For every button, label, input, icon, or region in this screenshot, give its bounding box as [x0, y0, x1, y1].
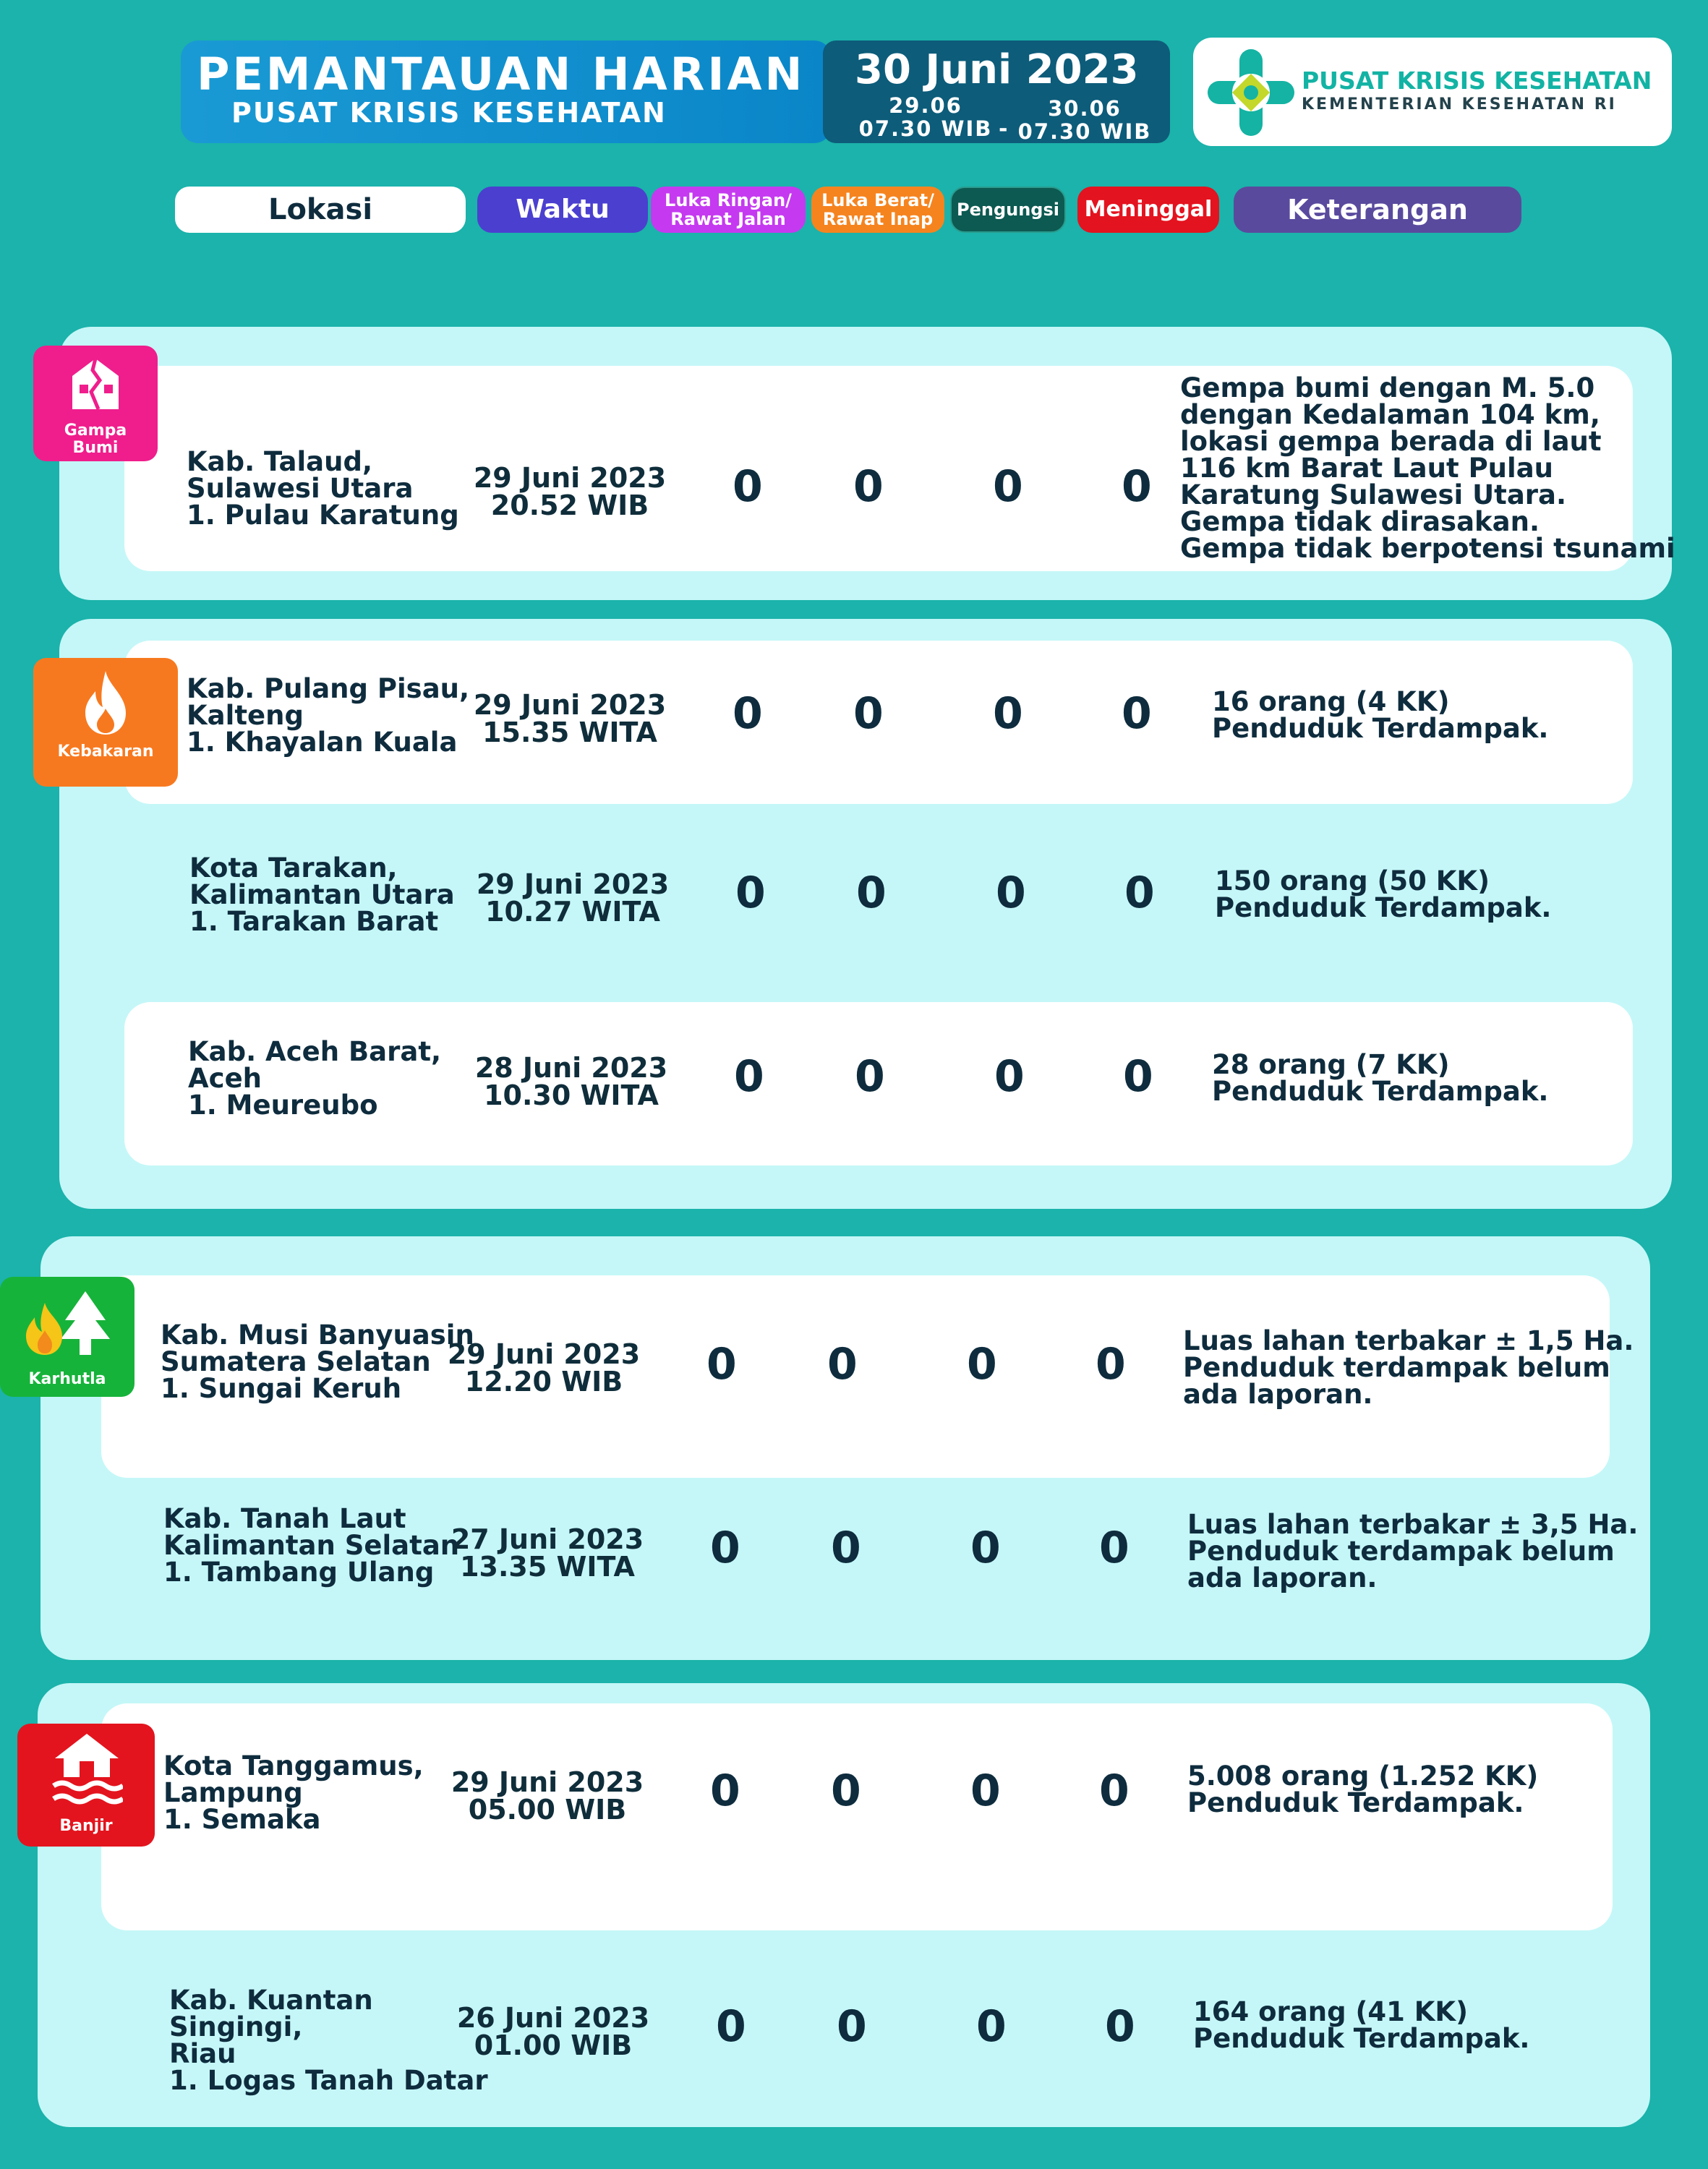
- time-clock: 15.35 WITA: [482, 716, 657, 748]
- location-line: Riau: [169, 2038, 236, 2069]
- kemenkes-logo-icon: [1205, 46, 1297, 139]
- row-1-pengungsi: 0: [993, 461, 1023, 512]
- location-line: Kota Tarakan,: [189, 852, 398, 884]
- logo-card: [1193, 38, 1672, 146]
- keterangan-line: Karatung Sulawesi Utara.: [1180, 479, 1567, 510]
- column-luka-berat: [811, 187, 944, 233]
- time-clock: 13.35 WITA: [460, 1551, 635, 1583]
- house-crack-icon: [67, 356, 124, 412]
- row-8-keterangan: [1193, 1998, 1529, 2052]
- location-line: Kota Tanggamus,: [163, 1750, 424, 1781]
- badge-kebakaran: [33, 658, 178, 787]
- keterangan-line: Penduduk Terdampak.: [1212, 1076, 1549, 1107]
- page-title: PEMANTAUAN HARIAN: [197, 48, 806, 100]
- location-line: Kab. Aceh Barat,: [188, 1036, 442, 1067]
- row-7-meninggal: 0: [1099, 1766, 1130, 1816]
- keterangan-line: Luas lahan terbakar ± 1,5 Ha.: [1183, 1325, 1634, 1356]
- location-line: 1. Sungai Keruh: [161, 1373, 402, 1404]
- keterangan-line: Gempa tidak dirasakan.: [1180, 506, 1540, 537]
- row-4-time: [470, 1054, 672, 1109]
- date-banner: [823, 40, 1170, 143]
- row-7-keterangan: [1187, 1763, 1538, 1816]
- row-5-luka-berat: 0: [827, 1339, 858, 1390]
- badge-gempa-label-1: Gampa: [64, 422, 127, 440]
- row-5-keterangan: [1183, 1327, 1634, 1408]
- time-clock: 20.52 WIB: [490, 489, 649, 521]
- time-date: 29 Juni 2023: [476, 868, 670, 900]
- location-line: Kalimantan Selatan: [163, 1530, 460, 1561]
- forest-fire-icon: [20, 1288, 114, 1358]
- column-luka-ringan-line1: Luka Ringan/: [665, 190, 792, 210]
- title-banner: [181, 40, 832, 143]
- row-5-luka-ringan: 0: [706, 1339, 737, 1390]
- column-luka-berat-line2: Rawat Inap: [822, 209, 934, 229]
- keterangan-line: 150 orang (50 KK): [1215, 865, 1490, 897]
- keterangan-line: ada laporan.: [1187, 1562, 1378, 1593]
- range-start-time: 07.30 WIB: [858, 116, 993, 141]
- keterangan-line: Penduduk Terdampak.: [1193, 2023, 1530, 2054]
- location-line: 1. Tambang Ulang: [163, 1557, 435, 1588]
- column-luka-berat-line1: Luka Berat/: [821, 190, 934, 210]
- keterangan-line: dengan Kedalaman 104 km,: [1180, 399, 1600, 430]
- keterangan-line: ada laporan.: [1183, 1379, 1373, 1410]
- row-3-pengungsi: 0: [996, 868, 1026, 918]
- keterangan-line: Penduduk Terdampak.: [1212, 713, 1549, 744]
- time-date: 28 Juni 2023: [474, 1052, 668, 1084]
- row-7-pengungsi: 0: [970, 1766, 1001, 1816]
- range-start: [853, 94, 998, 140]
- keterangan-line: Penduduk Terdampak.: [1215, 892, 1552, 923]
- keterangan-line: 5.008 orang (1.252 KK): [1187, 1761, 1539, 1792]
- keterangan-line: Penduduk terdampak belum: [1187, 1536, 1615, 1567]
- row-6-meninggal: 0: [1099, 1523, 1130, 1573]
- row-1-location: [187, 448, 459, 529]
- row-4-luka-berat: 0: [855, 1051, 885, 1102]
- badge-kebakaran-label: Kebakaran: [57, 743, 154, 761]
- row-7-time: [446, 1766, 649, 1826]
- time-clock: 10.27 WITA: [485, 896, 660, 928]
- row-3-meninggal: 0: [1124, 868, 1155, 918]
- row-1-keterangan: [1180, 372, 1675, 564]
- row-8-location: [169, 1987, 488, 2094]
- row-7-luka-berat: 0: [831, 1766, 861, 1816]
- column-luka-ringan-line2: Rawat Jalan: [670, 209, 786, 229]
- column-meninggal: Meninggal: [1077, 187, 1219, 233]
- range-end: [1012, 97, 1157, 143]
- row-8-pengungsi: 0: [976, 2001, 1007, 2052]
- row-4-pengungsi: 0: [994, 1051, 1025, 1102]
- row-2-keterangan: [1212, 688, 1548, 742]
- row-2-location: [187, 675, 469, 756]
- column-luka-ringan: [651, 187, 806, 233]
- badge-banjir-label: Banjir: [59, 1817, 113, 1835]
- row-1-luka-ringan: 0: [733, 461, 763, 512]
- location-line: Sulawesi Utara: [187, 473, 414, 504]
- location-line: Sumatera Selatan: [161, 1346, 431, 1377]
- page-subtitle: PUSAT KRISIS KESEHATAN: [231, 97, 667, 129]
- column-waktu: Waktu: [477, 187, 648, 233]
- row-6-luka-berat: 0: [831, 1523, 861, 1573]
- location-line: Singingi,: [169, 2011, 303, 2042]
- row-3-keterangan: [1215, 865, 1552, 923]
- location-line: 1. Tarakan Barat: [189, 906, 439, 937]
- range-end-time: 07.30 WIB: [1017, 119, 1152, 144]
- row-6-location: [163, 1505, 459, 1586]
- time-clock: 10.30 WITA: [484, 1079, 659, 1111]
- location-line: 1. Khayalan Kuala: [187, 727, 458, 758]
- row-1-meninggal: 0: [1122, 461, 1152, 512]
- row-7-location: [163, 1750, 424, 1835]
- keterangan-line: Gempa bumi dengan M. 5.0: [1180, 372, 1595, 403]
- location-line: Kab. Tanah Laut: [163, 1503, 406, 1534]
- badge-gempa-label-2: Bumi: [72, 439, 119, 457]
- report-date: 30 Juni 2023: [855, 46, 1139, 93]
- time-clock: 01.00 WIB: [474, 2029, 633, 2061]
- time-date: 27 Juni 2023: [451, 1523, 644, 1555]
- row-2-time: [469, 691, 671, 746]
- row-8-time: [452, 2004, 654, 2059]
- range-end-date: 30.06: [1048, 96, 1122, 121]
- flame-icon: [80, 668, 132, 737]
- location-line: Kab. Pulang Pisau,: [187, 673, 470, 704]
- flood-house-icon: [51, 1731, 123, 1806]
- row-6-luka-ringan: 0: [710, 1523, 740, 1573]
- keterangan-line: 116 km Barat Laut Pulau: [1180, 453, 1554, 484]
- badge-gempa: [33, 346, 158, 461]
- row-8-meninggal: 0: [1105, 2001, 1135, 2052]
- row-4-meninggal: 0: [1123, 1051, 1153, 1102]
- row-5-time: [443, 1338, 645, 1398]
- range-dash: -: [999, 116, 1008, 142]
- badge-banjir: [17, 1724, 155, 1847]
- row-5-meninggal: 0: [1096, 1339, 1126, 1390]
- row-4-luka-ringan: 0: [734, 1051, 764, 1102]
- time-date: 29 Juni 2023: [473, 689, 667, 721]
- badge-karhutla: [0, 1277, 134, 1397]
- row-3-luka-berat: 0: [856, 868, 887, 918]
- keterangan-line: 164 orang (41 KK): [1193, 1996, 1468, 2027]
- row-8-luka-ringan: 0: [716, 2001, 746, 2052]
- column-lokasi: Lokasi: [175, 187, 466, 233]
- location-line: Kalteng: [187, 700, 304, 731]
- keterangan-line: Penduduk Terdampak.: [1187, 1787, 1524, 1818]
- row-2-pengungsi: 0: [993, 688, 1023, 739]
- column-keterangan: Keterangan: [1234, 187, 1521, 233]
- row-2-luka-berat: 0: [853, 688, 884, 739]
- location-line: Kab. Kuantan: [169, 1985, 373, 2016]
- row-3-time: [471, 868, 674, 928]
- logo-title: PUSAT KRISIS KESEHATAN: [1302, 67, 1652, 95]
- location-line: Lampung: [163, 1777, 303, 1808]
- time-date: 26 Juni 2023: [456, 2002, 650, 2034]
- keterangan-line: 16 orang (4 KK): [1212, 686, 1450, 717]
- location-line: Aceh: [188, 1063, 262, 1094]
- row-6-time: [446, 1523, 649, 1583]
- row-1-luka-berat: 0: [853, 461, 884, 512]
- location-line: 1. Meureubo: [188, 1090, 378, 1121]
- column-pengungsi: Pengungsi: [950, 187, 1066, 233]
- location-line: Kab. Talaud,: [187, 446, 373, 477]
- keterangan-line: lokasi gempa berada di laut: [1180, 426, 1602, 457]
- row-4-keterangan: [1212, 1051, 1548, 1105]
- row-2-meninggal: 0: [1122, 688, 1152, 739]
- location-line: 1. Pulau Karatung: [187, 500, 459, 531]
- row-1-time: [469, 464, 671, 519]
- row-5-location: [161, 1319, 474, 1404]
- keterangan-line: Penduduk terdampak belum: [1183, 1352, 1610, 1383]
- time-date: 29 Juni 2023: [447, 1338, 641, 1370]
- badge-karhutla-label: Karhutla: [28, 1370, 106, 1388]
- row-7-luka-ringan: 0: [710, 1766, 740, 1816]
- time-clock: 12.20 WIB: [464, 1366, 623, 1398]
- location-line: 1. Logas Tanah Datar: [169, 2065, 488, 2096]
- row-2-luka-ringan: 0: [733, 688, 763, 739]
- row-3-location: [189, 852, 455, 937]
- logo-subtitle: KEMENTERIAN KESEHATAN RI: [1302, 95, 1617, 114]
- location-line: Kab. Musi Banyuasin: [161, 1319, 474, 1351]
- row-4-location: [188, 1036, 442, 1121]
- time-date: 29 Juni 2023: [451, 1766, 644, 1798]
- row-5-pengungsi: 0: [967, 1339, 997, 1390]
- location-line: Kalimantan Utara: [189, 879, 455, 910]
- time-clock: 05.00 WIB: [468, 1794, 627, 1826]
- time-date: 29 Juni 2023: [473, 462, 667, 494]
- row-8-luka-berat: 0: [837, 2001, 867, 2052]
- range-start-date: 29.06: [889, 93, 962, 118]
- keterangan-line: Luas lahan terbakar ± 3,5 Ha.: [1187, 1509, 1639, 1540]
- keterangan-line: 28 orang (7 KK): [1212, 1049, 1450, 1080]
- location-line: 1. Semaka: [163, 1804, 321, 1835]
- row-3-luka-ringan: 0: [735, 868, 766, 918]
- row-6-keterangan: [1187, 1511, 1638, 1591]
- row-6-pengungsi: 0: [970, 1523, 1001, 1573]
- keterangan-line: Gempa tidak berpotensi tsunami: [1180, 533, 1675, 564]
